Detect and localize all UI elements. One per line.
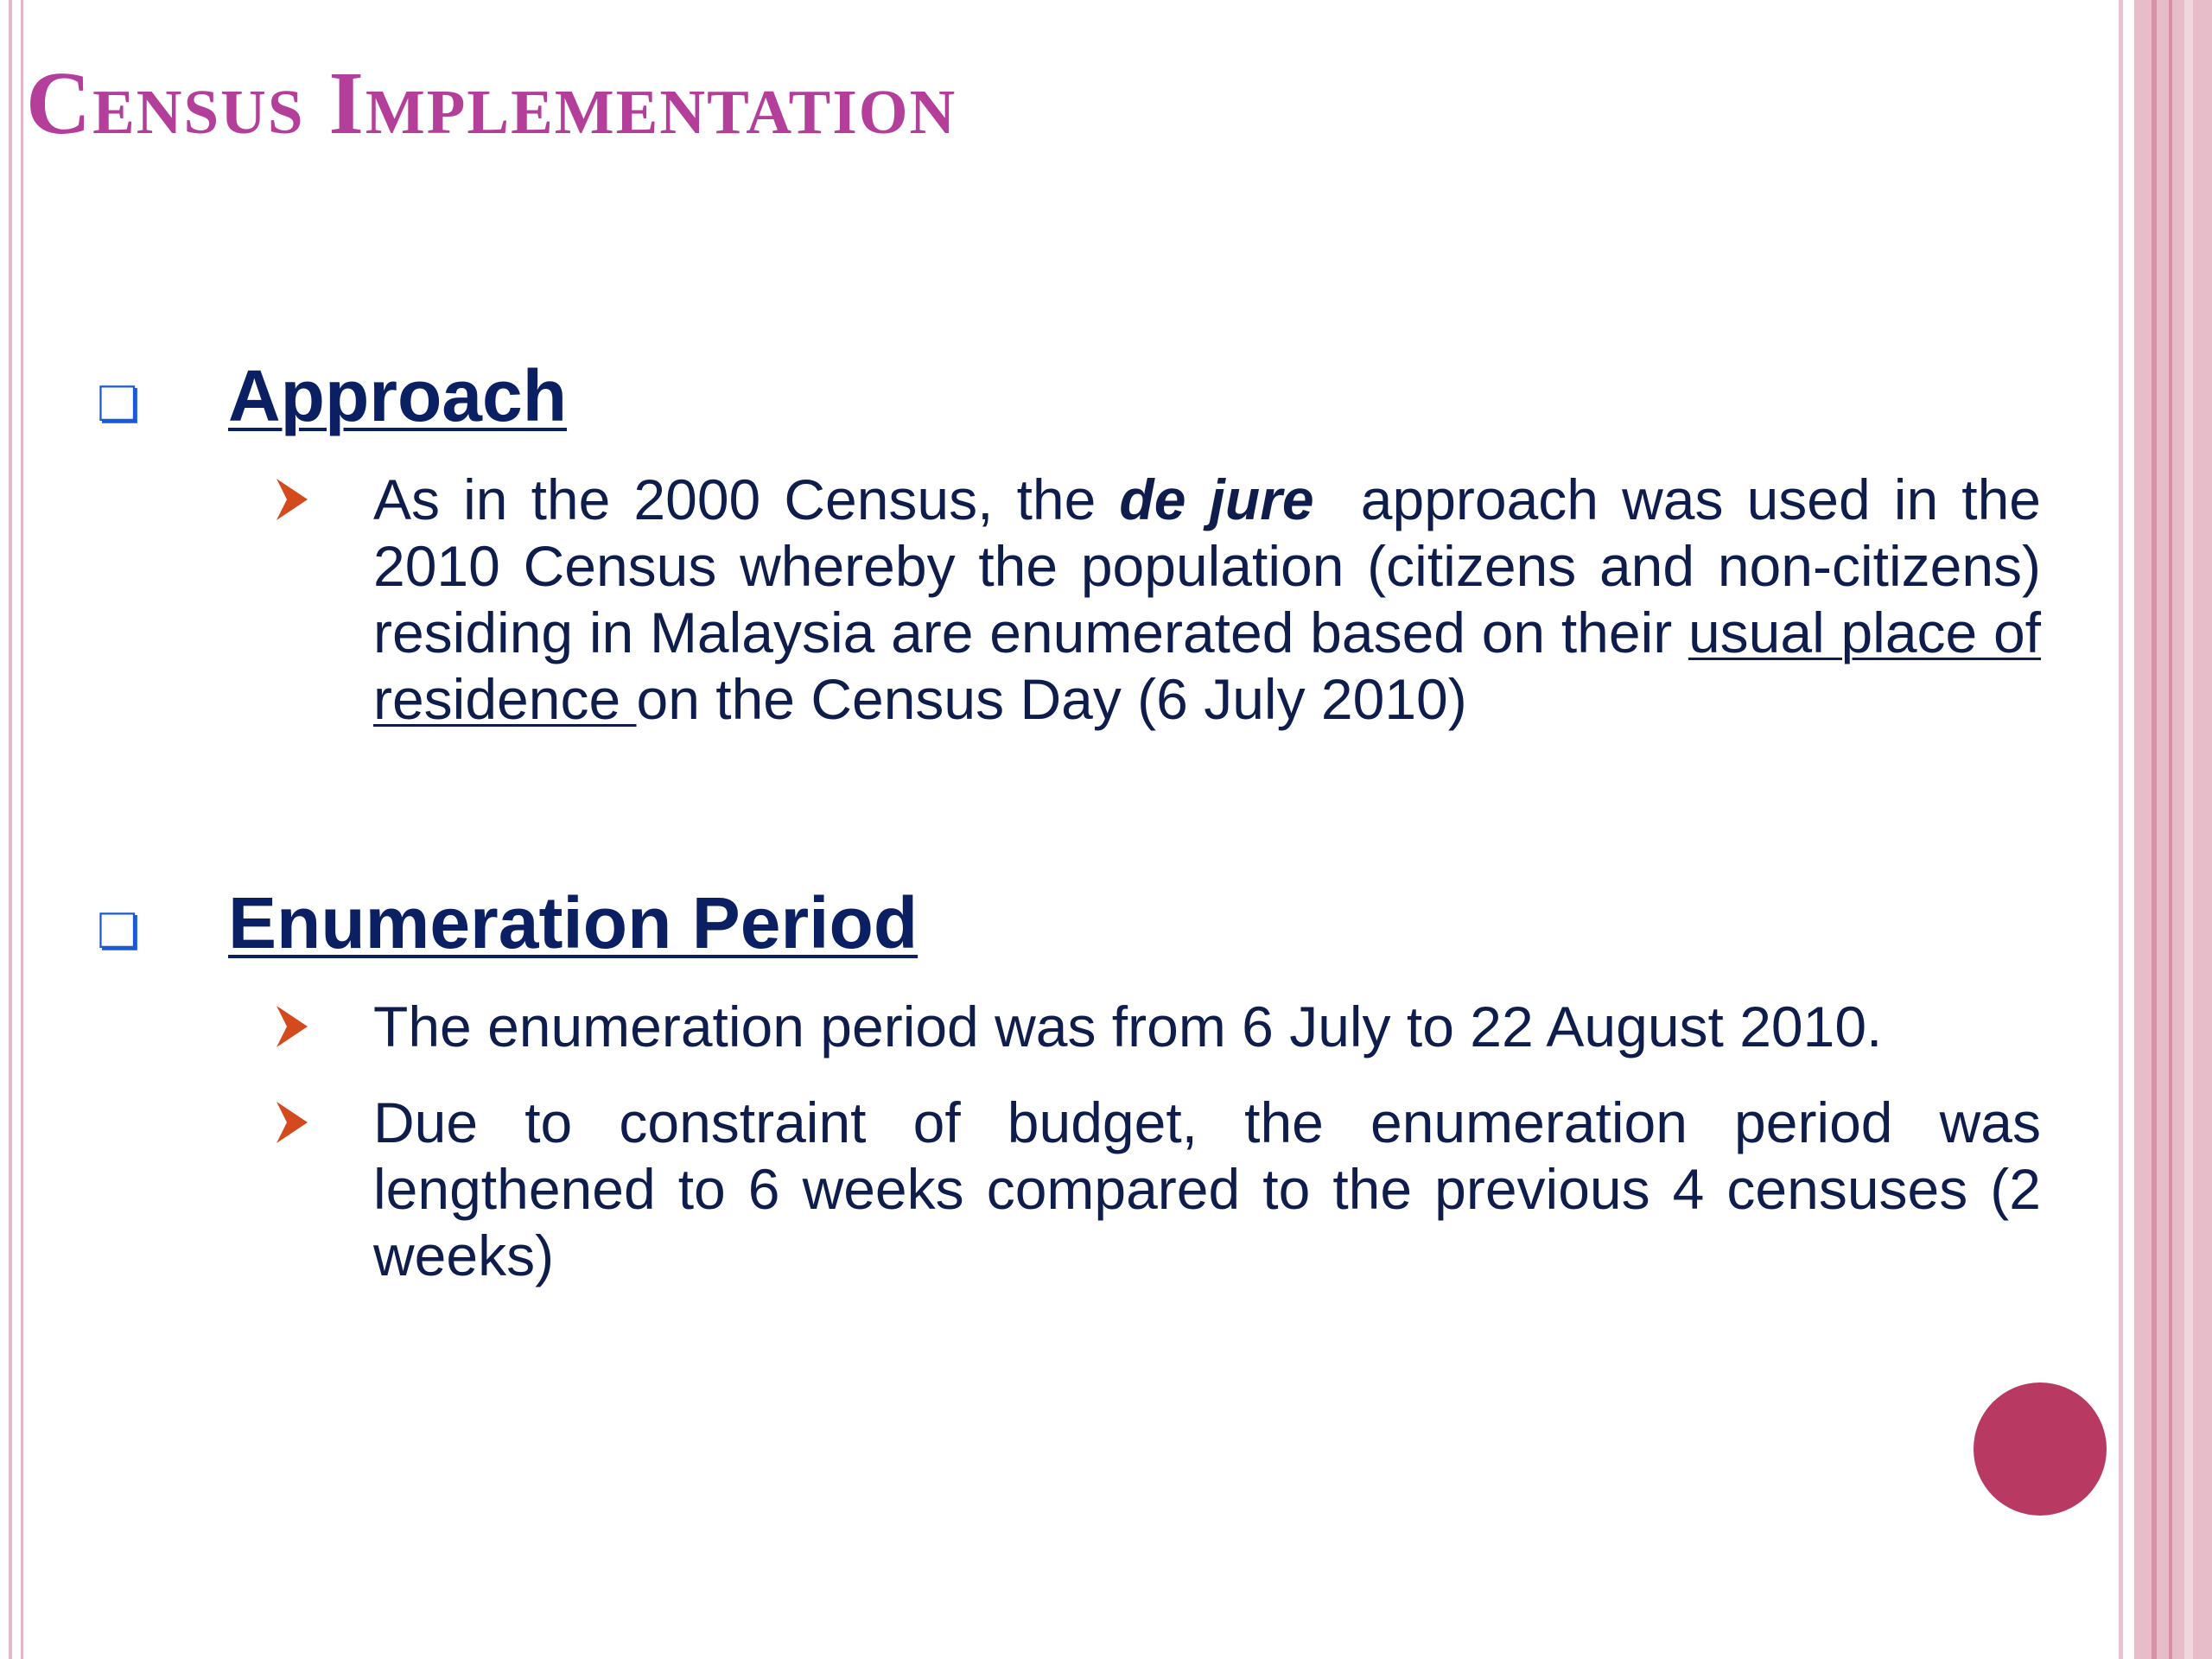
right-border-stripe — [2152, 0, 2157, 1659]
item-text — [373, 467, 2057, 733]
ring-bullet-icon: ❏ — [97, 377, 141, 431]
item-list — [0, 994, 2074, 1319]
left-border-outer — [9, 0, 12, 1659]
section-heading: Enumeration Period — [228, 882, 918, 963]
text-run: As in the 2000 Census, the — [373, 467, 1120, 531]
section-heading: Approach — [228, 355, 568, 436]
list-item — [0, 467, 2074, 733]
right-border-line — [2119, 0, 2123, 1659]
list-item — [0, 994, 2074, 1060]
text-run: approach was used in the 2010 Census whereby the population (citizens and non-citizens) residing in Malaysia are enumerated based on their — [373, 467, 2057, 664]
arrowhead-bullet-icon — [275, 1001, 309, 1052]
text-run: on the Census Day (6 July 2010) — [636, 667, 1467, 731]
arrowhead-bullet-icon — [275, 1096, 309, 1148]
accent-dot — [1974, 1382, 2107, 1516]
ring-bullet-icon: ❏ — [97, 904, 141, 958]
left-border-inner — [21, 0, 23, 1659]
right-border-band — [2134, 0, 2212, 1659]
item-text: Due to constraint of budget, the enumeration period was lengthened to 6 weeks compared to the previous 4 censuses (2 weeks) — [373, 1090, 2041, 1287]
emphasis-text: de jure — [1119, 467, 1314, 531]
right-border-stripe — [2184, 0, 2193, 1659]
underlined-text: usual place of residence — [373, 601, 2042, 731]
right-border-stripe — [2169, 0, 2172, 1659]
arrowhead-bullet-icon — [275, 474, 309, 525]
slide-title: Census Implementation — [26, 54, 957, 153]
list-item — [0, 1090, 2074, 1289]
item-text: The enumeration period was from 6 July to 22 August 2010. — [373, 995, 1883, 1058]
item-list — [0, 467, 2074, 762]
